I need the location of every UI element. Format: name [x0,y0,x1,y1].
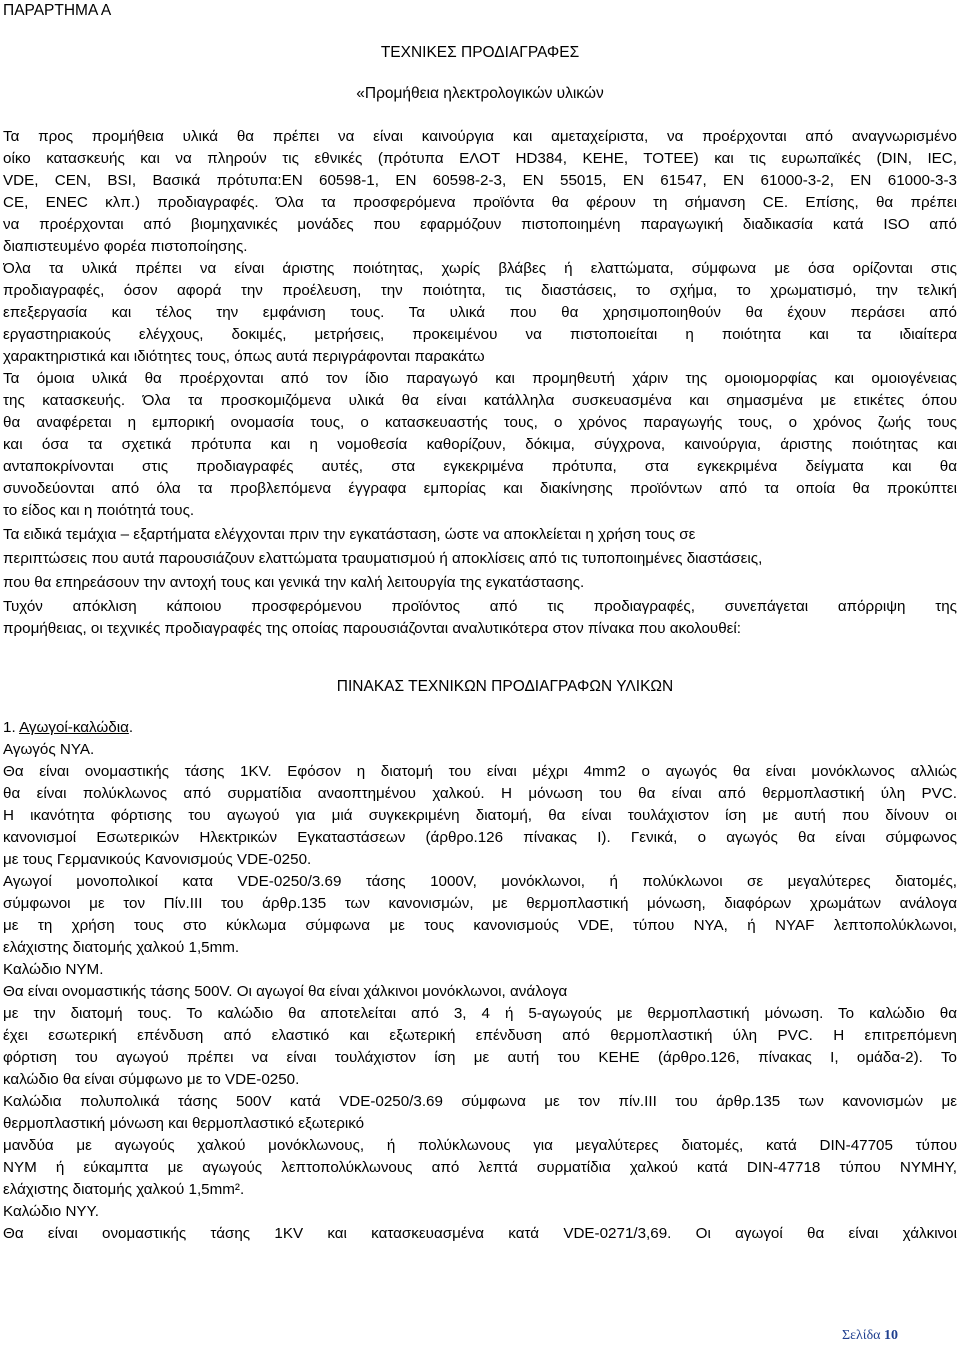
section-heading-text: Αγωγοί-καλώδια [19,719,129,736]
page-footer [842,1328,898,1344]
text-line: που θα επηρεάσουν την αντοχή τους και γενικά την καλή λειτουργία της εγκατάστασης. [3,574,585,591]
text-line: το είδος και η ποιότητά τους. [3,502,195,519]
text-line: ελάχιστης διατομής χαλκού 1,5mm. [3,939,240,956]
text-line: Τα προς προμήθεια υλικά θα πρέπει να είναι καινούργια και αμεταχείριστα, να προέρχονται από αναγνωρισμένο [3,128,957,145]
text-line: Όλα τα υλικά πρέπει να είναι άριστης ποιότητας, χωρίς βλάβες ή ελαττώματα, σύμφωνα με όσα ορίζονται στις [3,260,957,277]
text-line: Θα είναι ονομαστικής τάσης 1KV. Εφόσον η διατομή του είναι μέχρι 4mm2 ο αγωγός θα είναι μονόκλωνος αλλιώς [3,763,957,780]
text-line: και όσα τα σχετικά πρότυπα και η νομοθεσία καθορίζουν, δόκιμα, σύγχρονα, καινούργια, άριστης ποιότητας και [3,436,957,453]
text-line: Καλώδιο NYY. [3,1203,99,1220]
text-line: VDE, CEN, BSI, Βασικά πρότυπα:EN 60598-1, EN 60598-2-3, EN 55015, EN 61547, EN 61000-3-2, EN 61000-3-3 [3,172,957,189]
appendix-label: ΠΑΡΑΡΤΗΜΑ Α [3,2,112,19]
text-line: οίκο κατασκευής και να πληρούν τις εθνικές (πρότυπα ΕΛΟΤ HD384, ΚΕΗΕ, ΤΟΤΕΕ) και τις ευρωπαϊκές (DIN, IEC, [3,150,957,167]
text-line: θερμοπλαστική μόνωση και θερμοπλαστικό εξωτερικό [3,1115,365,1132]
text-line: με τη χρήση τους στο κύκλωμα σύμφωνα με τους κανονισμούς VDE, τύπου NYA, ή NYAF λεπτοπολύκλωνοι, [3,917,957,934]
text-line: εργαστηριακούς ελέγχους, δοκιμές, μετρήσεις, προκειμένου να πιστοποιείται η ποιότητα και τα ιδιαίτερα [3,326,957,343]
text-line: χαρακτηριστικά και ιδιότητες τους, όπως αυτά περιγράφονται παρακάτω [3,348,485,365]
page-label: Σελίδα [841,1328,881,1343]
text-line: σύμφωνοι με τον Πίν.ΙΙΙ του άρθρ.135 των κανονισμών, με θερμοπλαστική μόνωση, διαφόρων χρωμάτων ανάλογα [3,895,957,912]
text-line: ελάχιστης διατομής χαλκού 1,5mm². [3,1181,245,1198]
conductors-section [3,739,957,1245]
text-line: με την διατομή τους. Το καλώδιο θα αποτελείται από 3, 4 ή 5-αγωγούς με θερμοπλαστική μόνωση. Το καλώδιο θα [3,1005,957,1022]
text-line: καλώδιο θα είναι σύμφωνο με το VDE-0250. [3,1071,300,1088]
text-line: φόρτιση του αγωγού πρέπει να είναι τουλάχιστον ίση με αυτή του ΚΕΗΕ (άρθρο.126, πίνακας Ι, ομάδα-2). Το [3,1049,957,1066]
text-line: συνοδεύονται από όλα τα προβλεπόμενα έγγραφα εμπορίας και διακίνησης προϊόντων από τα οποία θα προκύπτει [3,480,957,497]
text-line: διαπιστευμένο φορέα πιστοποίησης. [3,238,248,255]
text-line: Καλώδια πολυπολικά τάσης 500V κατά VDE-0250/3.69 σύμφωνα με τον πίν.ΙΙΙ του άρθρ.135 των κανονισμών με [3,1093,957,1110]
text-line: Αγωγός NYA. [3,741,95,758]
section-number: 1. [3,719,20,736]
text-line: προδιαγραφές, όσον αφορά την προέλευση, την ποιότητα, τις διαστάσεις, το σχήμα, το χρωματισμό, την τελική [3,282,957,299]
intro-section [3,126,957,640]
text-line: έχει εσωτερική επένδυση από ελαστικό και εξωτερική επένδυση από θερμοπλαστική ύλη PVC. Η επιτρεπόμενη [3,1027,957,1044]
text-line: μανδύα με αγωγούς χαλκού μονόκλωνους, ή πολύκλωνους για μεγαλύτερες διατομές, κατά DIN-47705 τύπου [3,1137,957,1154]
section-heading [3,717,957,739]
text-line: CE, ENEC κλπ.) προδιαγραφές. Όλα τα προσφερόμενα προϊόντα θα φέρουν τη σήμανση CE. Επίσης, θα πρέπει [3,194,957,211]
text-line: προμήθειας, οι τεχνικές προδιαγραφές της οποίας παρουσιάζονται αναλυτικότερα στον πίνακα που ακολουθεί: [3,620,742,637]
text-line: να προέρχονται από βιομηχανικές μονάδες που εφαρμόζουν πιστοποιημένη παραγωγική διαδικασία κατά ISO από [3,216,957,233]
text-line: NYM ή εύκαμπτα με αγωγούς λεπτοπολύκλωνους από λεπτά συρματίδια χαλκού κατά DIN-47718 τύπου NYMHY, [3,1159,957,1176]
text-line: Η ικανότητα φόρτισης του αγωγού για μιά συγκεκριμένη διατομή, θα είναι τουλάχιστον ίση με αυτή που δίνουν οι [3,807,957,824]
document-title: ΤΕΧΝΙΚΕΣ ΠΡΟΔΙΑΓΡΑΦΕΣ [380,44,580,61]
text-line: θα είναι πολύκλωνος από συρματίδια αναοπτημένου χαλκού. Η μόνωση του θα είναι από θερμοπλαστική ύλη PVC. [3,785,957,802]
text-line: της κατασκευής. Όλα τα προσκομιζόμενα υλικά θα είναι κατάλληλα συσκευασμένα και σημασμένα με ετικέτες όπου [3,392,957,409]
section-heading-line [3,717,957,739]
table-title: ΠΙΝΑΚΑΣ ΤΕΧΝΙΚΩΝ ΠΡΟΔΙΑΓΡΑΦΩΝ ΥΛΙΚΩΝ [336,678,674,695]
text-line: Τα ειδικά τεμάχια – εξαρτήματα ελέγχονται πριν την εγκατάσταση, ώστε να αποκλείεται η χρήση τους σε [3,526,696,543]
text-line: Θα είναι ονομαστικής τάσης 500V. Οι αγωγοί θα είναι χάλκινοι μονόκλωνοι, ανάλογα [3,983,568,1000]
section-heading-suffix: . [128,719,134,736]
text-line: Αγωγοί μονοπολικοί κατα VDE-0250/3.69 τάσης 1000V, μονόκλωνοι, ή πολύκλωνοι σε μεγαλύτερες διατομές, [3,873,957,890]
text-line: επεξεργασία και τέλος την εμφάνιση τους. Τα υλικά που θα χρησιμοποιηθούν θα έχουν περάσει από [3,304,957,321]
text-line: θα αναφέρεται η εμπορική ονομασία τους, ο κατασκευαστής τους, ο χρόνος παραγωγής τους, ο χρόνος ζωής τους [3,414,957,431]
text-line: Καλώδιο NYM. [3,961,104,978]
text-line: ανταποκρίνονται στις προδιαγραφές αυτές, στα εγκεκριμένα πρότυπα, στα εγκεκριμένα δείγματα και θα [3,458,957,475]
document-subtitle: «Προμήθεια ηλεκτρολογικών υλικών [356,85,604,102]
text-line: περιπτώσεις που αυτά παρουσιάζουν ελαττώματα τραυματισμού ή αποκλίσεις από τις τυποποιημένες διαστάσεις, [3,550,763,567]
text-line: κανονισμοί Εσωτερικών Ηλεκτρικών Εγκαταστάσεων (άρθρο.126 πίνακας Ι). Γενικά, ο αγωγός θα είναι σύμφωνος [3,829,957,846]
page-number: 10 [884,1328,898,1343]
text-line: Τυχόν απόκλιση κάποιου προσφερόμενου προϊόντος από τις προδιαγραφές, συνεπάγεται απόρριψη της [3,598,957,615]
text-line: Τα όμοια υλικά θα προέρχονται από τον ίδιο παραγωγό και προμηθευτή χάριν της ομοιομορφίας και ομοιογένειας [3,370,957,387]
text-line: Θα είναι ονομαστικής τάσης 1KV και κατασκευασμένα κατά VDE-0271/3,69. Οι αγωγοί θα είναι χάλκινοι [3,1225,957,1242]
text-line: με τους Γερμανικούς Κανονισμούς VDE-0250. [3,851,312,868]
